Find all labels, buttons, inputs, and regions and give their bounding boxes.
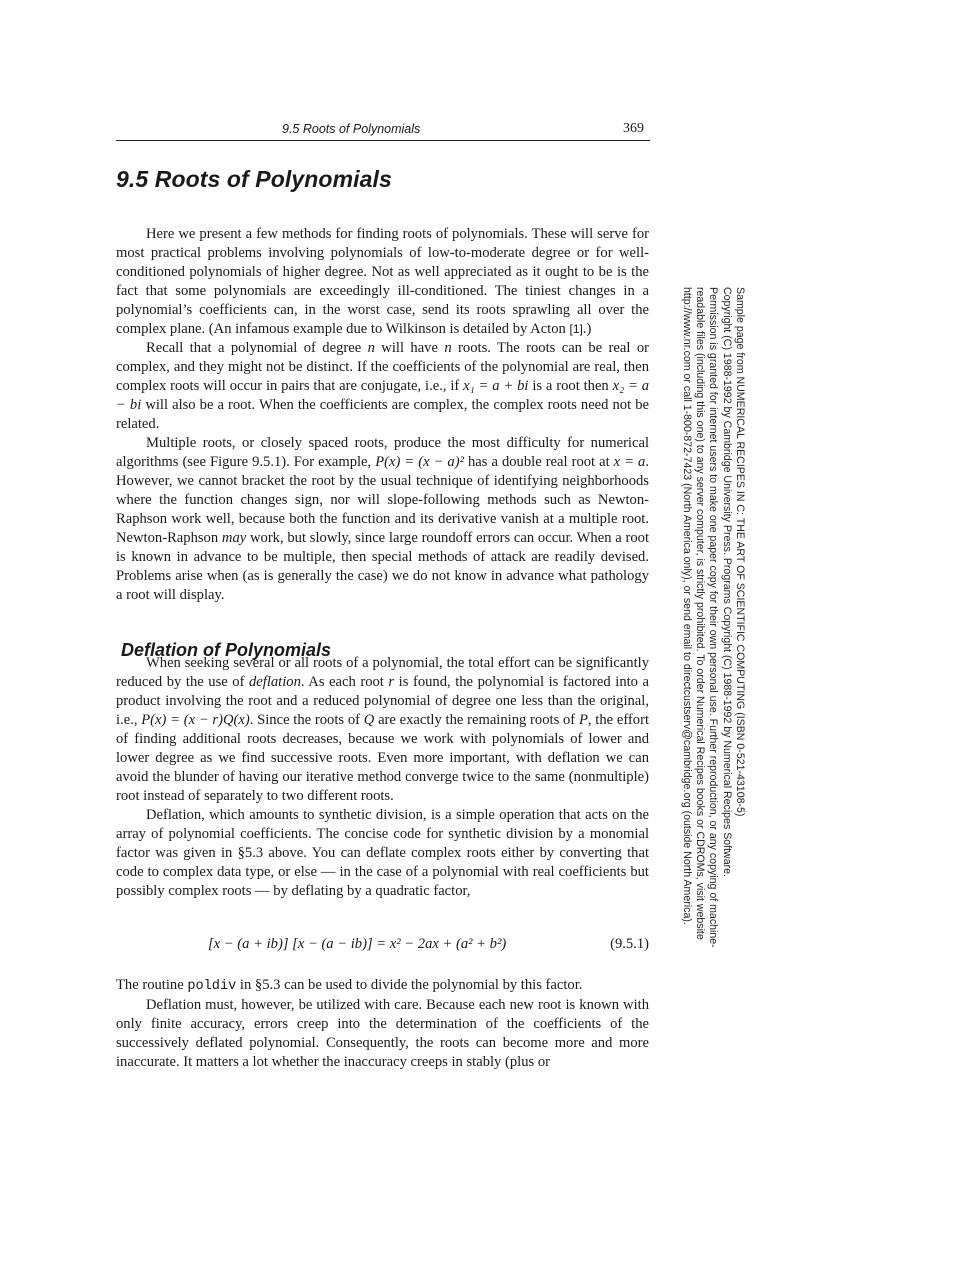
text-run: Here we present a few methods for finding roots of polynomials. These will serve for most practical problems involving polynomials of low-to-moderate degree or for well-conditioned polynomials of higher degree. Not as well appreciated as it ought to be is the fact that some polynomials are exceedingly ill-conditioned. The tiniest changes in a polynomial’s coefficients can, in the worst case, send its roots sprawling all over the complex plane. (An infamous example due to Wilkinson is detailed by Acton <box>116 226 649 337</box>
intro-paragraph-2 <box>116 339 649 434</box>
text-run: work, but slowly, since large roundoff errors can occur. When a root is known in advance to be multiple, then special methods of attack are readily devised. Problems arise when (as is generally the case) we do not know in advance what pathology a root will display. <box>116 530 650 603</box>
running-title: 9.5 Roots of Polynomials <box>282 122 421 136</box>
equation-body: [x − (a + ib)] [x − (a − ib)] = x² − 2ax + (a² + b²) <box>208 936 507 952</box>
sidebar-line: Sample page from NUMERICAL RECIPES IN C: THE ART OF SCIENTIFIC COMPUTING (ISBN 0-521-43108-5) <box>734 287 746 817</box>
math-Q: Q <box>363 712 375 728</box>
sidebar-line: readable files (including this one) to any server computer, is strictly prohibited. To order Numerical Recipes books or CDROMs, visit website <box>694 287 707 940</box>
text-run: are exactly the remaining roots of <box>374 712 579 728</box>
text-run: The routine <box>116 977 188 993</box>
math-x-equals-a: x = a <box>613 454 646 470</box>
text-run: . As each root <box>300 674 389 690</box>
emphasis-may: may <box>221 530 247 546</box>
sidebar-line: Copyright (C) 1988-1992 by Cambridge University Press. Programs Copyright (C) 1988-1992 by Numerical Recipes Software. <box>720 287 733 877</box>
section-title: 9.5 Roots of Polynomials <box>116 166 392 192</box>
running-header <box>116 120 650 141</box>
deflation-paragraph-3 <box>116 976 649 996</box>
text-run: has a double real root at <box>463 454 614 470</box>
math-n: n <box>444 340 452 356</box>
text-run: Multiple roots, or closely spaced roots, produce the most difficulty for numerical algorithms (see Figure 9.5.1). For example, <box>116 435 649 470</box>
deflation-paragraph-2: Deflation, which amounts to synthetic division, is a simple operation that acts on the array of polynomial coefficients. The concise code for synthetic division by a monomial factor was given in §5.3 above. You can deflate complex roots either by converting that code to complex data type, or else — in the case of a polynomial with real coefficients but possibly complex roots — by deflating by a quadratic factor, <box>116 807 649 899</box>
math-P: P <box>578 712 588 728</box>
deflation-paragraph-4: Deflation must, however, be utilized with care. Because each new root is known with only finite accuracy, errors creep into the determination of the coefficients of the successively deflated polynomial. Consequently, the roots can become more and more inaccurate. It matters a lot whether the inaccuracy creeps in stably (plus or <box>116 997 649 1070</box>
text-run: in §5.3 can be used to divide the polynomial by this factor. <box>236 977 583 993</box>
code-poldiv: poldiv <box>187 979 237 994</box>
text-run: is found, the polynomial is factored into a product involving the root and a reduced polynomial of degree one less than the original, i.e., <box>116 674 649 728</box>
math-n: n <box>367 340 375 356</box>
math-root-x1: x₁ = a + bi <box>463 378 529 394</box>
text-run: will also be a root. When the coefficients are complex, the complex roots need not be related. <box>116 397 649 432</box>
deflation-paragraph-1 <box>116 654 649 806</box>
text-run: . Since the roots of <box>249 712 364 728</box>
intro-paragraph-3 <box>116 434 649 605</box>
text-run: will have <box>374 340 445 356</box>
intro-text <box>116 225 649 605</box>
text-run: roots. The roots can be real or complex, and they might not be distinct. If the coefficients of the polynomial are real, then complex roots will occur in pairs that are conjugate, i.e., if <box>116 340 649 394</box>
intro-paragraph-1 <box>116 225 649 339</box>
page-number: 369 <box>623 121 644 136</box>
text-run: When seeking several or all roots of a polynomial, the total effort can be significantly reduced by the use of <box>116 655 649 690</box>
emphasis-deflation: deflation <box>249 674 301 690</box>
math-factorization: P(x) = (x − r)Q(x) <box>141 712 250 728</box>
text-run: .) <box>582 321 592 337</box>
text-run: is a root then <box>528 378 613 394</box>
math-double-root: P(x) = (x − a)² <box>375 454 464 470</box>
equation-9-5-1 <box>116 936 649 958</box>
text-run: . However, we cannot bracket the root by the usual technique of identifying neighborhoods where the function changes sign, nor will slope-following methods such as Newton-Raphson work well, because both the function and its derivative vanish at a multiple root. Newton-Raphson <box>116 454 649 546</box>
text-run: Recall that a polynomial of degree <box>146 340 368 356</box>
math-r: r <box>388 674 395 690</box>
math-root-x2: x₂ = a − bi <box>116 378 649 413</box>
sidebar-line: http://www.nr.com or call 1-800-872-7423 (North America only), or send email to directcustserv@cambridge.org (outside North America). <box>680 287 693 925</box>
deflation-text-upper <box>116 654 649 901</box>
equation-number: (9.5.1) <box>610 936 649 952</box>
subsection-title: Deflation of Polynomials <box>121 640 332 660</box>
citation-acton: [1] <box>569 322 583 336</box>
sidebar-line: Permission is granted for internet users to make one paper copy for their own personal use. Further reproduction, or any copying of machine- <box>707 287 720 948</box>
deflation-text-lower <box>116 976 649 1072</box>
text-run: , the effort of finding additional roots decreases, because we work with polynomials of lower and lower degree as we find successive roots. Even more important, with deflation we can avoid the blunder of having our iterative method converge twice to the same (nonmultiple) root instead of separately to two different roots. <box>116 712 650 804</box>
copyright-sidebar <box>680 287 746 954</box>
